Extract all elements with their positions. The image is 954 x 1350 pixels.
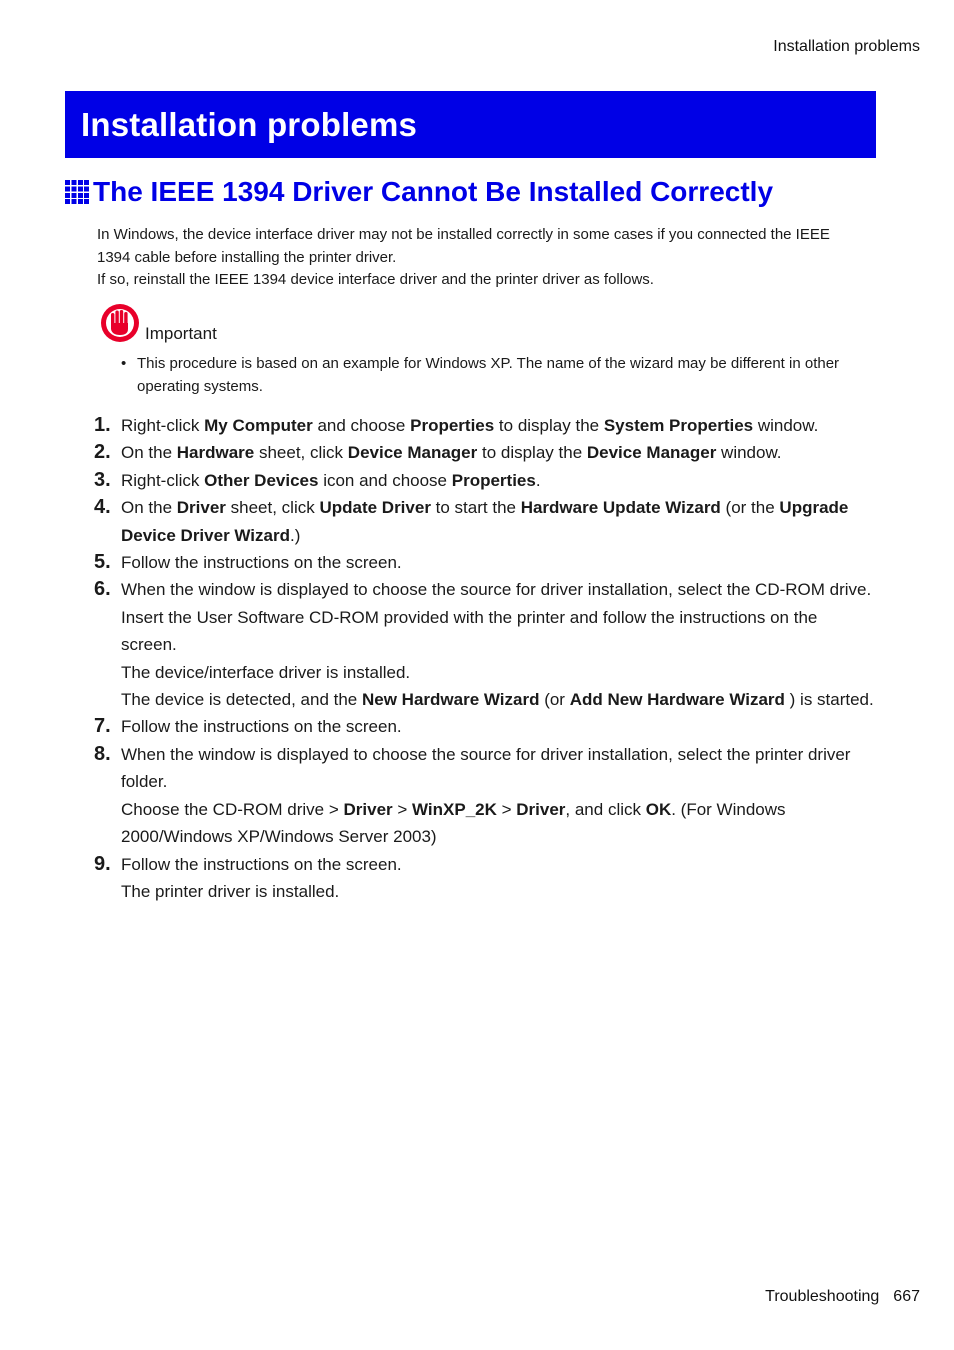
page-footer (765, 1288, 920, 1306)
important-callout (99, 302, 217, 344)
intro-text (97, 224, 867, 292)
steps-list (90, 412, 890, 905)
step-number: 8. (94, 742, 111, 765)
step-text-part: (or (539, 690, 570, 710)
bullet-icon: • (121, 355, 127, 372)
step-text-part: sheet, click (254, 443, 348, 463)
step-text-part: ) is started. (784, 690, 874, 710)
step-number: 9. (94, 852, 111, 875)
ui-term: Driver (343, 799, 393, 819)
step-text (121, 412, 890, 439)
step-number: 7. (94, 715, 111, 738)
important-note (121, 352, 851, 398)
stop-hand-icon (99, 302, 141, 344)
step-text-part: , and click (565, 799, 646, 819)
ui-term: Hardware (176, 443, 255, 463)
step-number: 1. (94, 414, 111, 436)
step-1 (90, 412, 890, 439)
step-text-part: Choose the CD-ROM drive > (121, 799, 344, 819)
intro-paragraph-2: If so, reinstall the IEEE 1394 device interface driver and the printer driver as follows. (97, 271, 654, 288)
step-text (121, 549, 890, 576)
footer-section: Troubleshooting (765, 1288, 880, 1305)
step-number: 5. (94, 551, 111, 574)
step-text-part: On the (121, 498, 177, 518)
step-2 (90, 439, 890, 466)
step-text-part: .) (289, 525, 301, 545)
important-note-text: This procedure is based on an example for Windows XP. The name of the wizard may be different in other operating systems. (137, 355, 840, 395)
ui-term: Add New Hardware Wizard (569, 690, 785, 710)
step-number: 6. (94, 578, 111, 601)
step-text (121, 741, 890, 851)
ui-term: My Computer (204, 416, 313, 435)
page-number: 667 (893, 1288, 920, 1305)
step-paragraph: When the window is displayed to choose the source for driver installation, select the printer driver folder. (121, 744, 851, 792)
ui-term: Device Manager (586, 443, 717, 463)
step-text-part: The device is detected, and the (121, 690, 362, 710)
step-text-part: > (392, 799, 413, 819)
step-text-part: sheet, click (225, 498, 320, 518)
step-3 (90, 467, 890, 494)
step-text-part: On the (121, 443, 177, 463)
ui-term: Update Driver (319, 498, 431, 518)
step-paragraph: When the window is displayed to choose the source for driver installation, select the CD-ROM drive. Insert the User Software CD-ROM provided with the printer and follow the instructions on the screen. (121, 580, 872, 655)
step-text-part: Right-click (121, 416, 205, 435)
ui-term: Properties (410, 416, 495, 435)
step-paragraph: Follow the instructions on the screen. (121, 854, 402, 874)
step-text (121, 713, 890, 740)
step-text (121, 439, 890, 466)
intro-paragraph-1: In Windows, the device interface driver may not be installed correctly in some cases if you connected the IEEE 1394 cable before installing the printer driver. (97, 226, 830, 266)
ui-term: WinXP_2K (412, 799, 497, 819)
step-text-part: to display the (477, 443, 587, 463)
step-9 (90, 851, 890, 906)
ui-term: Driver (176, 498, 226, 518)
step-text (121, 576, 890, 713)
page-title-bar (65, 91, 876, 158)
step-5 (90, 549, 890, 576)
step-text (121, 494, 890, 549)
ui-term: OK (645, 799, 672, 819)
section-title: The IEEE 1394 Driver Cannot Be Installed Correctly (93, 176, 774, 207)
step-paragraph: The device/interface driver is installed. (121, 662, 411, 682)
step-8 (90, 741, 890, 851)
step-text (121, 467, 890, 494)
running-header: Installation problems (773, 38, 920, 55)
important-label: Important (145, 324, 217, 343)
ui-term: New Hardware Wizard (362, 690, 540, 710)
step-text-part: . (For Windows 2000/Windows XP/Windows Server 2003) (121, 799, 786, 847)
ui-term: Device Manager (347, 443, 478, 463)
step-paragraph (121, 796, 876, 851)
step-number: 3. (94, 468, 111, 491)
step-text-part: icon and choose (318, 470, 452, 490)
step-number: 2. (94, 441, 111, 464)
step-text-part: Follow the instructions on the screen. (121, 717, 402, 737)
ui-term: Upgrade Device Driver Wizard (121, 498, 849, 545)
ui-term: Other Devices (204, 470, 319, 490)
step-text-part: window. (716, 443, 782, 463)
step-text-part: window. (753, 416, 819, 435)
page-title: Installation problems (81, 105, 418, 143)
step-text-part: Follow the instructions on the screen. (121, 553, 402, 573)
ui-term: Hardware Update Wizard (520, 498, 721, 518)
grid-bullet-icon (65, 180, 89, 204)
step-text-part: (or the (720, 498, 780, 518)
step-text-part: . (535, 470, 541, 490)
step-text-part: to display the (494, 416, 604, 435)
ui-term: Driver (516, 799, 566, 819)
step-text-part: > (496, 799, 517, 819)
section-heading (65, 176, 773, 208)
step-text-part: and choose (312, 416, 411, 435)
step-paragraph (121, 686, 876, 713)
step-6 (90, 576, 890, 713)
step-number: 4. (94, 496, 111, 519)
ui-term: System Properties (603, 416, 754, 435)
step-text-part: Right-click (121, 470, 205, 490)
step-text (121, 851, 890, 906)
step-text-part: to start the (430, 498, 521, 518)
step-4 (90, 494, 890, 549)
ui-term: Properties (451, 470, 536, 490)
step-7 (90, 713, 890, 740)
step-paragraph: The printer driver is installed. (121, 881, 340, 901)
